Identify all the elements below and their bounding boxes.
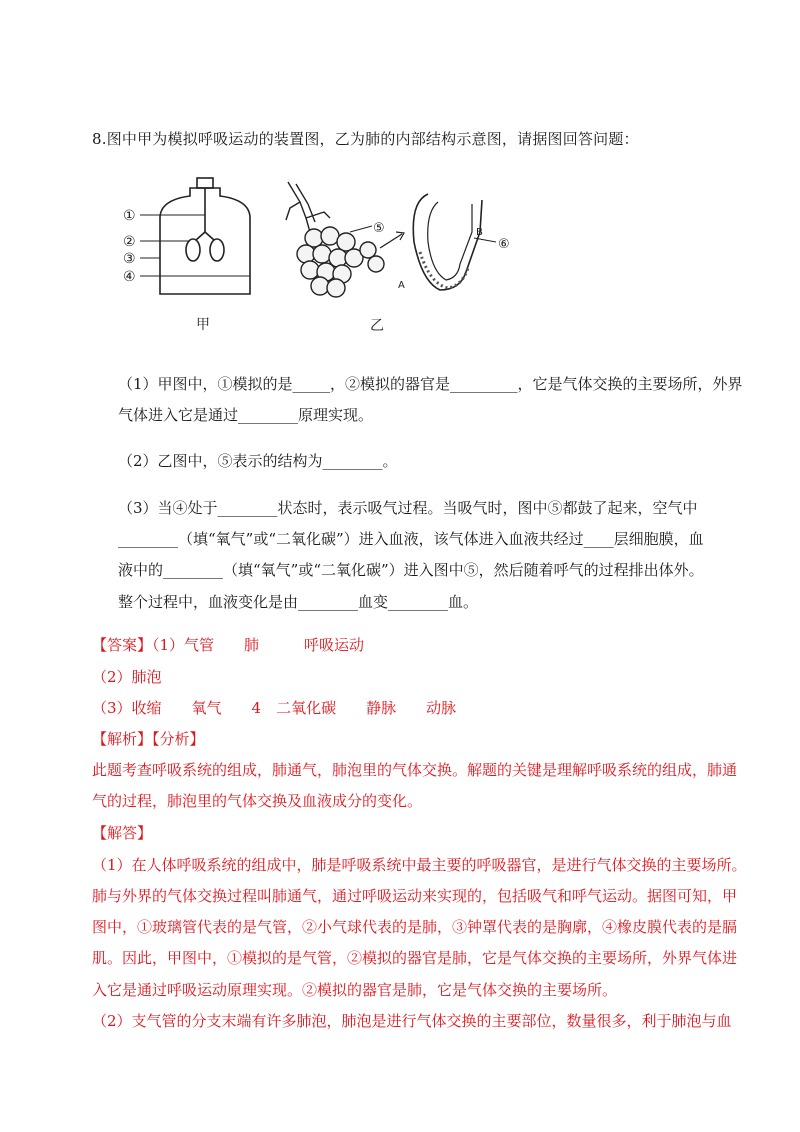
question-part-1a: （1）甲图中，①模拟的是_____，②模拟的器官是_________，它是气体交换的主要场所，外界 <box>118 375 743 393</box>
caption-jia: 甲 <box>196 317 210 333</box>
jieda-line-5: 入它是通过呼吸运动原理实现。②模拟的器官是肺，它是气体交换的主要场所。 <box>92 981 618 999</box>
jieda-line-6: （2）支气管的分支末端有许多肺泡，肺泡是进行气体交换的主要部位，数量很多，利于肺泡与血 <box>92 1012 732 1030</box>
jieda-line-2: 肺与外界的气体交换过程叫肺通气，通过呼吸运动来实现的，包括吸气和呼气运动。据图可知，甲 <box>92 887 738 905</box>
label-b: B <box>476 227 483 238</box>
bell-jar-apparatus <box>140 178 250 294</box>
balloon-right <box>210 239 224 261</box>
lung-labels <box>370 221 510 334</box>
label-1: ① <box>123 208 136 224</box>
caption-yi: 乙 <box>370 318 384 334</box>
breathing-figure <box>110 172 530 342</box>
jieda-line-3: 图中，①玻璃管代表的是气管，②小气球代表的是肺，③钟罩代表的是胸廓，④橡皮膜代表的是膈 <box>92 918 738 936</box>
question-part-2: （2）乙图中，⑤表示的结构为________。 <box>118 452 398 470</box>
label-5: ⑤ <box>373 221 385 236</box>
jieda-heading: 【解答】 <box>92 824 153 842</box>
label-a: A <box>398 280 405 291</box>
apparatus-labels <box>123 208 210 333</box>
label-6: ⑥ <box>498 237 510 252</box>
capillary <box>420 252 468 288</box>
question-part-3a: （3）当④处于________状态时，表示吸气过程。当吸气时，图中⑤都鼓了起来，空气中 <box>118 499 698 517</box>
answer-line-2: （2）肺泡 <box>92 668 162 686</box>
question-part-3c: 液中的________（填“氧气”或“二氧化碳”）进入图中⑤，然后随着呼气的过程排出体外。 <box>118 561 704 579</box>
question-part-3d: 整个过程中，血液变化是由________血变________血。 <box>118 593 479 611</box>
question-part-1b: 气体进入它是通过________原理实现。 <box>118 406 374 424</box>
answer-line-1: 【答案】（1）气管 肺 呼吸运动 <box>92 636 365 654</box>
question-part-3b: ________（填“氧气”或“二氧化碳”）进入血液，该气体进入血液共经过____层细胞膜，血 <box>118 530 704 548</box>
alveoli-cluster <box>297 227 384 297</box>
lung-structure <box>286 182 496 297</box>
label-2: ② <box>123 234 136 250</box>
analysis-line-1: 此题考查呼吸系统的组成，肺通气，肺泡里的气体交换。解题的关键是理解呼吸系统的组成，肺通 <box>92 761 738 779</box>
question-title: 8.图中甲为模拟呼吸运动的装置图，乙为肺的内部结构示意图，请据图回答问题： <box>92 130 639 148</box>
balloon-left <box>186 239 200 261</box>
analysis-heading: 【解析】【分析】 <box>92 730 205 748</box>
answer-line-3: （3）收缩 氧气 4 二氧化碳 静脉 动脉 <box>92 699 457 717</box>
jieda-line-4: 肌。因此，甲图中，①模拟的是气管，②模拟的器官是肺，它是气体交换的主要场所，外界气体进 <box>92 949 738 967</box>
label-4: ④ <box>123 269 136 285</box>
jieda-line-1: （1）在人体呼吸系统的组成中，肺是呼吸系统中最主要的呼吸器官，是进行气体交换的主要场所。 <box>92 856 747 874</box>
stopper <box>197 178 213 188</box>
analysis-line-2: 气的过程，肺泡里的气体交换及血液成分的变化。 <box>92 792 423 810</box>
label-3: ③ <box>123 251 136 267</box>
